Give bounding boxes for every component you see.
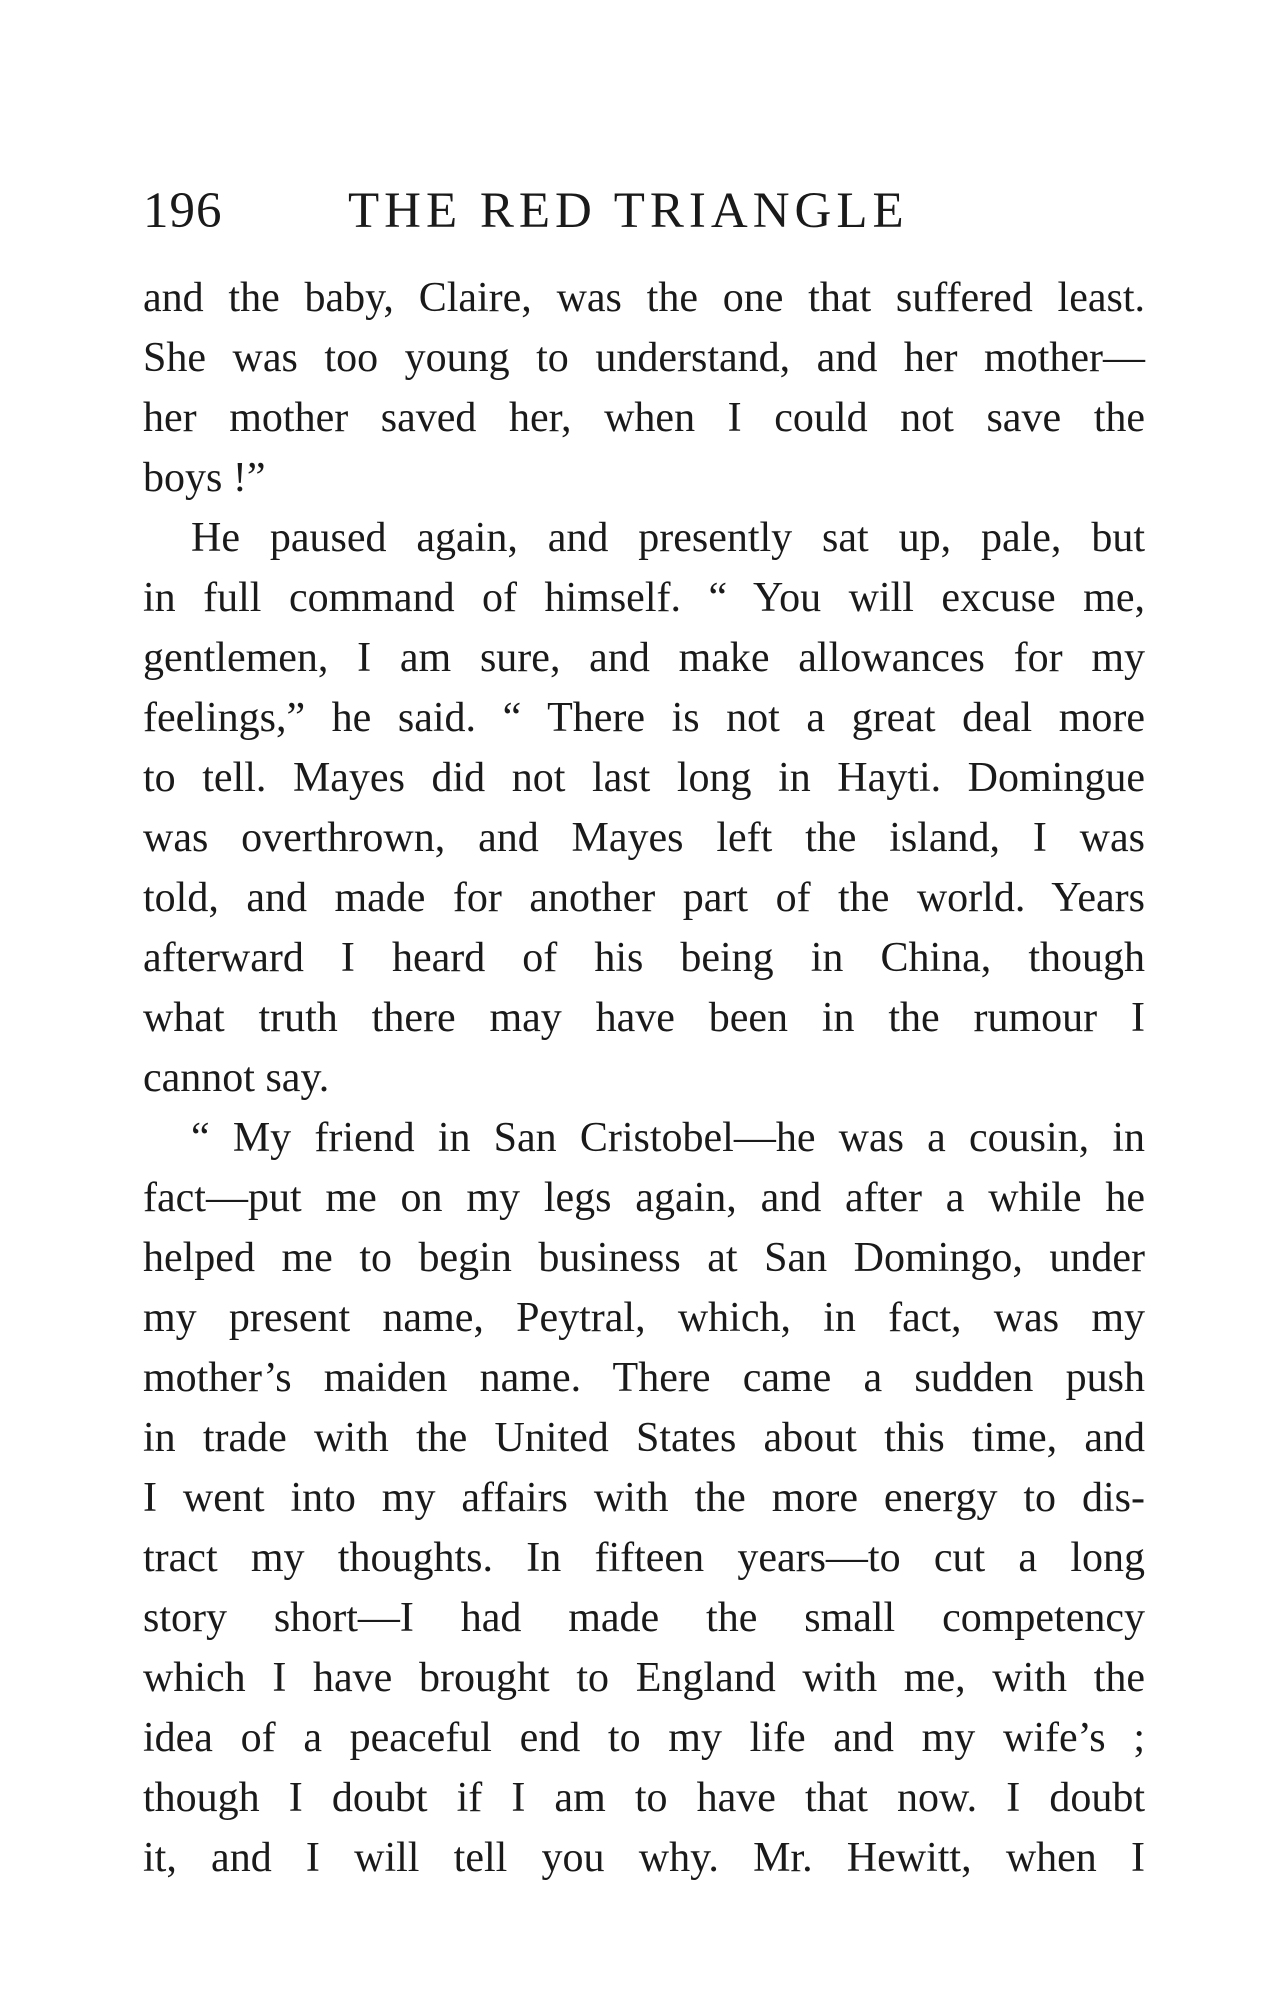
text-line: helped me to begin business at San Domingo, under (143, 1235, 1145, 1281)
page-number: 196 (143, 183, 223, 239)
text-line: I went into my affairs with the more energy to dis- (143, 1475, 1145, 1521)
text-line: cannot say. (143, 1055, 330, 1101)
text-line: in full command of himself. “ You will excuse me, (143, 575, 1145, 621)
text-line: and the baby, Claire, was the one that suffered least. (143, 275, 1145, 321)
body-text (143, 268, 1145, 1888)
text-line: boys !” (143, 455, 266, 501)
text-line: He paused again, and presently sat up, pale, but (191, 515, 1145, 561)
text-line: in trade with the United States about this time, and (143, 1415, 1145, 1461)
text-line: it, and I will tell you why. Mr. Hewitt, when I (143, 1835, 1145, 1881)
text-line: feelings,” he said. “ There is not a great deal more (143, 695, 1145, 741)
text-line: story short—I had made the small competency (143, 1595, 1145, 1641)
text-line: gentlemen, I am sure, and make allowances for my (143, 635, 1145, 681)
text-line: though I doubt if I am to have that now. I doubt (143, 1775, 1145, 1821)
text-line: tract my thoughts. In fifteen years—to cut a long (143, 1535, 1145, 1581)
text-line: told, and made for another part of the world. Years (143, 875, 1145, 921)
text-line: which I have brought to England with me, with the (143, 1655, 1145, 1701)
text-line: “ My friend in San Cristobel—he was a cousin, in (191, 1115, 1145, 1161)
running-title: THE RED TRIANGLE (348, 183, 909, 239)
text-line: to tell. Mayes did not last long in Hayti. Domingue (143, 755, 1145, 801)
text-line: fact—put me on my legs again, and after a while he (143, 1175, 1145, 1221)
text-line: my present name, Peytral, which, in fact, was my (143, 1295, 1145, 1341)
text-line: She was too young to understand, and her mother— (143, 335, 1145, 381)
text-line: what truth there may have been in the rumour I (143, 995, 1145, 1041)
text-line: mother’s maiden name. There came a sudden push (143, 1355, 1145, 1401)
page-header (143, 176, 1143, 246)
text-line: her mother saved her, when I could not save the (143, 395, 1145, 441)
text-line: idea of a peaceful end to my life and my wife’s ; (143, 1715, 1145, 1761)
text-line: was overthrown, and Mayes left the island, I was (143, 815, 1145, 861)
text-line: afterward I heard of his being in China, though (143, 935, 1145, 981)
